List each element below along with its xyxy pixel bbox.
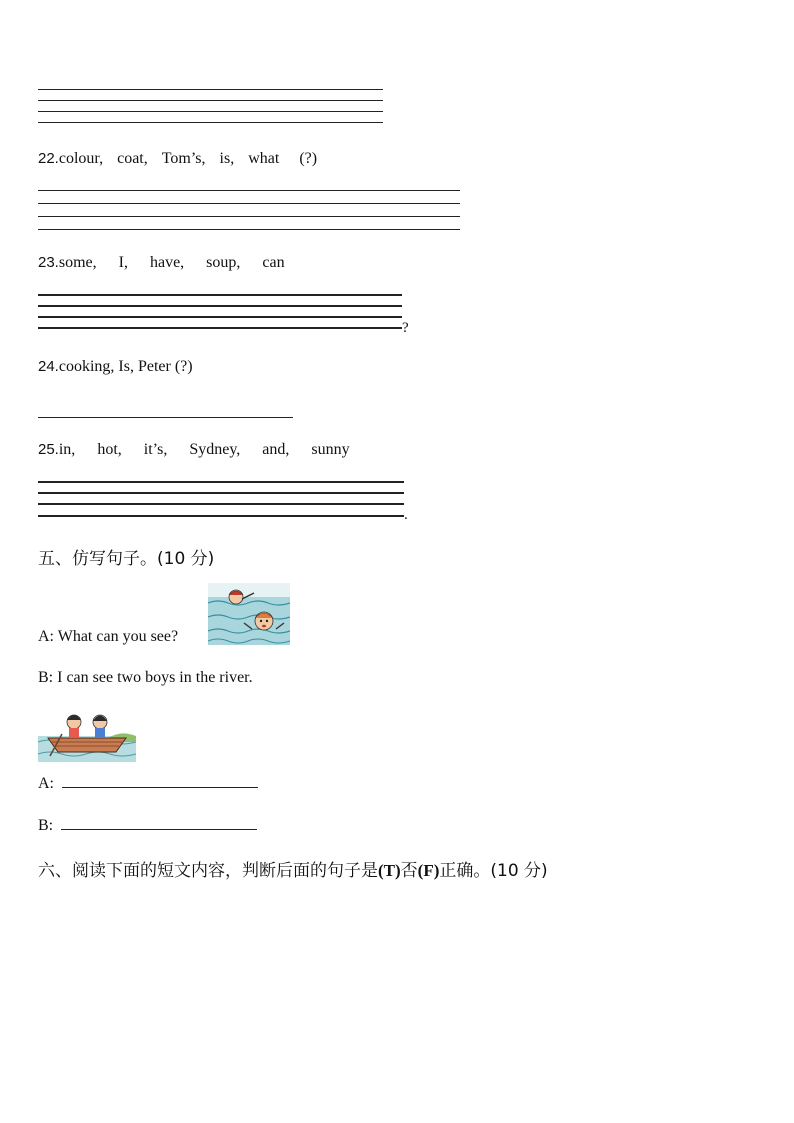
section-5-heading: 五、仿写句子。(10 分)	[38, 549, 215, 569]
word: is,	[219, 150, 235, 167]
answer-line	[38, 89, 383, 90]
blank-b-label: B:	[38, 817, 54, 834]
question-number: 23.	[38, 254, 59, 271]
end-mark: .	[404, 507, 408, 523]
blank-a-row	[38, 773, 258, 793]
answer-line	[38, 100, 383, 101]
boat-children-illustration	[38, 708, 136, 762]
word: in,	[58, 441, 76, 458]
question-number: 25.	[38, 441, 59, 458]
true-mark: (T)	[378, 861, 401, 880]
answer-line	[38, 503, 404, 505]
question-22	[38, 150, 317, 168]
answer-line	[38, 327, 402, 329]
section-6-heading-middle: 否	[400, 861, 418, 881]
word: Tom’s,	[161, 150, 206, 167]
section-6-heading	[38, 856, 548, 881]
swimming-boys-illustration	[208, 583, 290, 645]
answer-line	[38, 190, 460, 191]
word: I,	[118, 254, 128, 271]
section-6-heading-prefix: 六、阅读下面的短文内容，判断后面的句子是	[38, 861, 378, 881]
answer-line-q24	[38, 417, 293, 418]
answer-line	[38, 305, 402, 307]
false-mark: (F)	[417, 861, 440, 880]
end-mark: ?	[402, 320, 409, 336]
word: and,	[262, 441, 290, 458]
answer-line	[38, 316, 402, 318]
question-number: 24.	[38, 358, 59, 375]
word: it’s,	[143, 441, 168, 458]
word: (?)	[299, 150, 318, 167]
word: coat,	[117, 150, 148, 167]
question-25	[38, 441, 350, 459]
answer-line	[38, 111, 383, 112]
word: have,	[149, 254, 185, 271]
question-24	[38, 358, 193, 376]
word: hot,	[97, 441, 122, 458]
word: sunny	[311, 441, 350, 458]
section-6-heading-suffix: 正确。(10 分)	[439, 861, 548, 881]
word: some,	[58, 254, 97, 271]
example-answer: B: I can see two boys in the river.	[38, 669, 253, 686]
word: can	[262, 254, 285, 271]
word: colour,	[58, 150, 104, 167]
word: cooking, Is, Peter (?)	[58, 358, 193, 375]
answer-line	[38, 203, 460, 204]
answer-line	[38, 515, 404, 517]
blank-b-row	[38, 815, 257, 835]
answer-line	[38, 122, 383, 123]
answer-blank-a[interactable]	[62, 773, 258, 788]
answer-line	[38, 492, 404, 494]
word: what	[248, 150, 280, 167]
answer-line	[38, 216, 460, 217]
word: Sydney,	[189, 441, 241, 458]
blank-a-label: A:	[38, 775, 54, 792]
word: soup,	[206, 254, 241, 271]
answer-line	[38, 481, 404, 483]
question-number: 22.	[38, 150, 59, 167]
answer-blank-b[interactable]	[61, 815, 257, 830]
question-23	[38, 254, 285, 272]
example-question: A: What can you see?	[38, 628, 179, 645]
answer-line	[38, 229, 460, 230]
answer-line	[38, 294, 402, 296]
